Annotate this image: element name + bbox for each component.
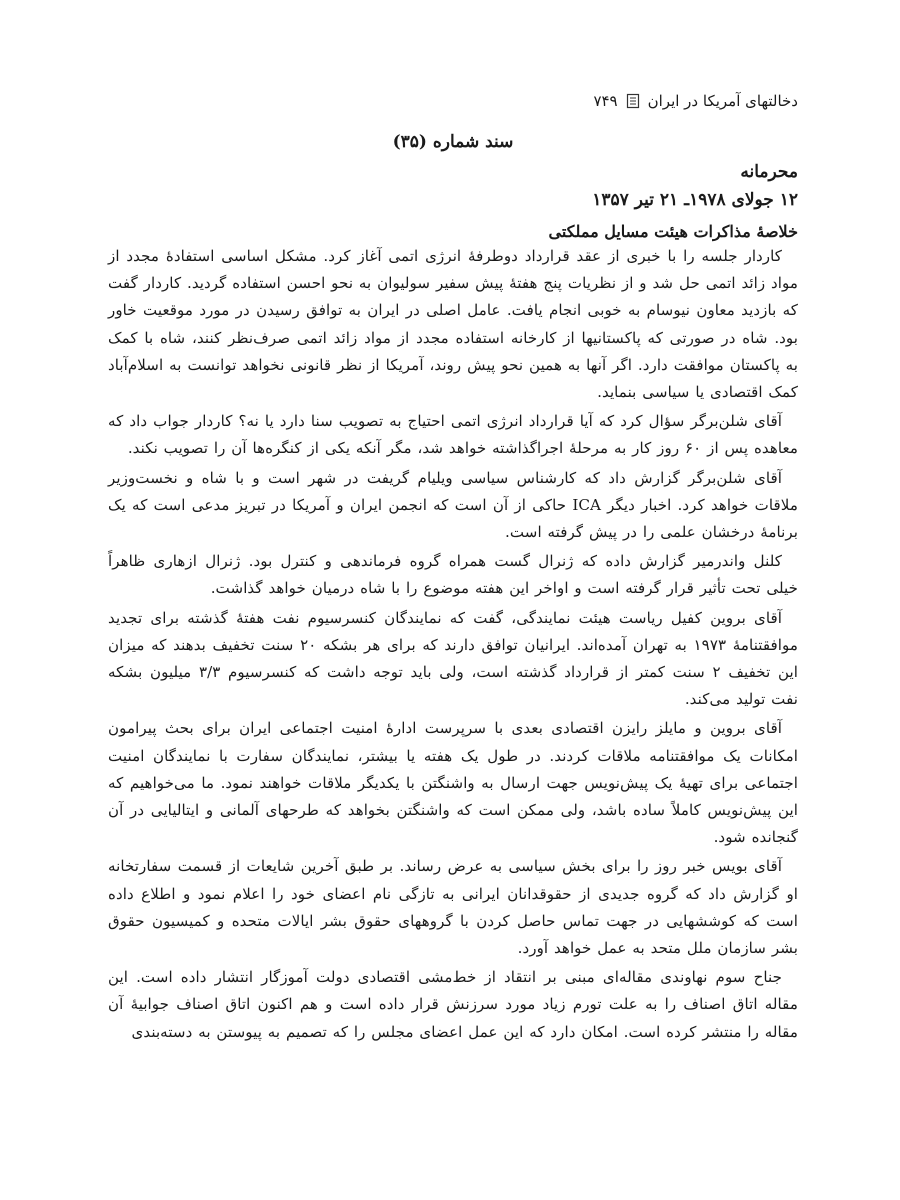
document-icon — [626, 93, 640, 109]
paragraph: آقای شلن‌برگر سؤال کرد که آیا قرارداد انرژی اتمی احتیاج به تصویب سنا دارد یا نه؟ کاردار جواب داد که معاهده پس از ۶۰ روز کار به مرحلهٔ اجراگذاشته خواهد شد، مگر آنکه یکی از کنگره‌ها آن را تصویب نکند. — [108, 412, 798, 458]
document-subject: خلاصهٔ مذاکرات هیئت مسایل مملکتی — [548, 222, 798, 241]
classification-label: محرمانه — [740, 162, 798, 182]
page-number: ۷۴۹ — [593, 92, 618, 110]
paragraph: کاردار جلسه را با خبری از عقد قرارداد دوطرفهٔ انرژی اتمی آغاز کرد. مشکل اساسی استفادهٔ مجدد از مواد زائد اتمی حل شد و از نظریات پنج هفتهٔ پیش سفیر سولیوان به نحو احسن استفاده گردید. کاردار گفت که بازدید معاون نیوسام به خوبی انجام یافت. عامل اصلی در ایران به توافق رسیدن در مورد موقعیت خاور بود. شاه در صورتی که پاکستانیها از کارخانه استفاده مجدد از مواد زائد اتمی صرف‌نظر کنند، شاه با کمک به پاکستان موافقت دارد. اگر آنها به همین نحو پیش روند، آمریکا از نظر قانونی نخواهد توانست به اسلام‌آباد کمک اقتصادی یا سیاسی بنماید. — [108, 247, 798, 402]
running-header — [593, 92, 798, 110]
paragraph: جناح سوم نهاوندی مقاله‌ای مبنی بر انتقاد از خط‌مشی اقتصادی دولت آموزگار انتشار داده است. این مقاله اتاق اصناف را به علت تورم زیاد مورد سرزنش قرار داده است و هم اکنون اتاق اصناف جوابیهٔ آن مقاله را منتشر کرده است. امکان دارد که این عمل اعضای مجلس را که تصمیم به پیوستن به دسته‌بندی — [108, 968, 798, 1041]
paragraph: آقای بویس خبر روز را برای بخش سیاسی به عرض رساند. بر طبق آخرین شایعات از قسمت سفارتخانه او گزارش داد که گروه جدیدی از حقوقدانان ایرانی به تازگی نام اعضای خود را اعلام نمود و اطلاع داده است که کوششهایی در جهت تماس حاصل کردن با گروههای حقوق بشر ایالات متحده و کمیسیون حقوق بشر سازمان ملل متحد به عمل خواهد آورد. — [108, 857, 798, 958]
paragraph: آقای شلن‌برگر گزارش داد که کارشناس سیاسی ویلیام گریفت در شهر است و با شاه و نخست‌وزیر ملاقات خواهد کرد. اخبار دیگر ICA حاکی از آن است که انجمن ایران و آمریکا در تبریز مدعی است که یک برنامهٔ درخشان علمی را در پیش گرفته است. — [108, 468, 798, 542]
running-title: دخالتهای آمریکا در ایران — [647, 92, 798, 110]
paragraph: آقای بروین و مایلز رایزن اقتصادی بعدی با سرپرست ادارهٔ امنیت اجتماعی ایران برای بحث پیرامون امکانات یک موافقتنامه ملاقات کردند. در طول یک هفته یا بیشتر، نمایندگان سفارت با نمایندگان امنیت اجتماعی برای تهیهٔ یک پیش‌نویس جهت ارسال به واشنگتن با یکدیگر ملاقات خواهند نمود. ما می‌خواهیم که این پیش‌نویس کاملاً ساده باشد، ولی ممکن است که واشنگتن بخواهد که طرحهای آلمانی و ایتالیایی در آن گنجانده شود. — [108, 719, 798, 847]
document-body — [108, 132, 798, 1048]
document-date: ۱۲ جولای ۱۹۷۸ـ ۲۱ تیر ۱۳۵۷ — [592, 190, 798, 210]
paragraph: کلنل واندرمیر گزارش داده که ژنرال گست همراه گروه فرماندهی و کنترل بود. ژنرال ازهاری ظاهراً خیلی تحت تأثیر قرار گرفته است و اواخر این هفته موضوع را با شاه درمیان خواهد گذاشت. — [108, 552, 798, 598]
paragraph: آقای بروین کفیل ریاست هیئت نمایندگی، گفت که نمایندگان کنسرسیوم نفت هفتهٔ گذشته برای تجدید موافقتنامهٔ ۱۹۷۳ به تهران آمده‌اند. ایرانیان توافق دارند که برای هر بشکه ۲۰ سنت تخفیف بدهند که میزان این تخفیف ۲ سنت کمتر از قرارداد گذشته است، ولی باید توجه داشت که کنسرسیوم ۳/۳ میلیون بشکه نفت تولید می‌کند. — [108, 608, 798, 709]
document-number: سند شماره (۳۵) — [392, 132, 514, 152]
